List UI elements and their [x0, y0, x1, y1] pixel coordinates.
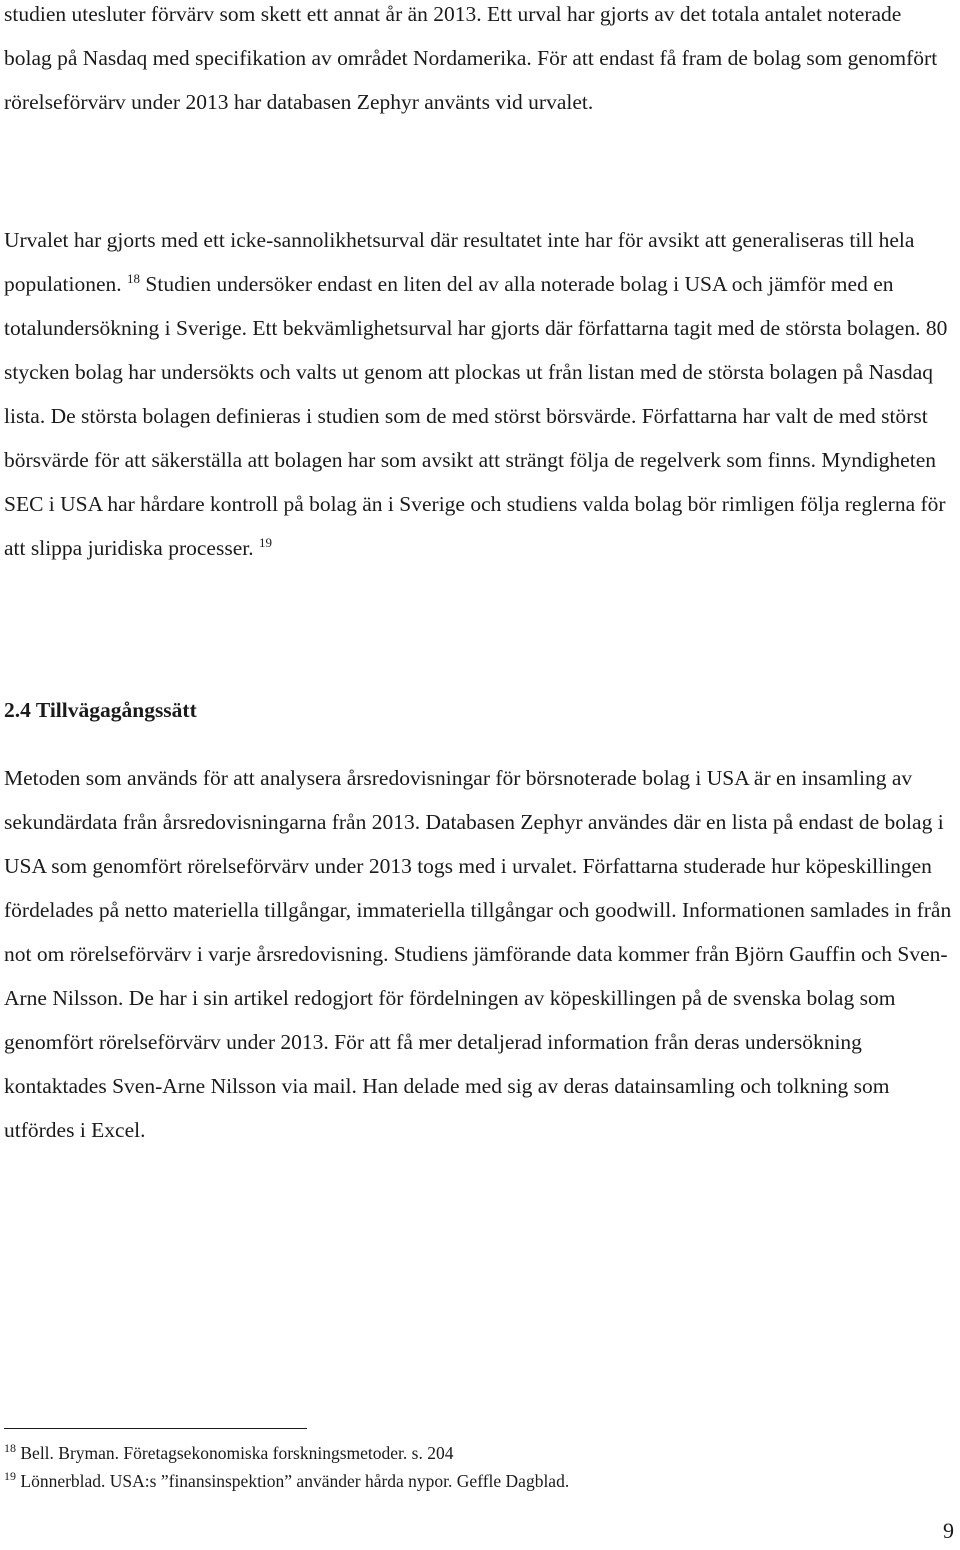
footnote-18	[4, 1442, 944, 1464]
footnote-number: 19	[4, 1469, 16, 1484]
paragraph-text: Metoden som används för att analysera årsredovisningar för börsnoterade bolag i USA är en insamling av sekundärdata från årsredovisningarna från 2013. Databasen Zephyr användes där en lista på endast de bolag i USA som genomfört rörelseförvärv under 2013 togs med i urvalet. Författarna studerade hur köpeskillingen fördelades på netto materiella tillgångar, immateriella tillgångar och goodwill. Informationen samlades in från not om rörelseförvärv i varje årsredovisning. Studiens jämförande data kommer från Björn Gauffin och Sven-Arne Nilsson. De har i sin artikel redogjort för fördelningen av köpeskillingen på de svenska bolag som genomfört rörelseförvärv under 2013. För att få mer detaljerad information från deras undersökning kontaktades Sven-Arne Nilsson via mail. Han delade med sig av deras datainsamling och tolkning som utfördes i Excel.	[4, 766, 952, 1142]
paragraph-text: Studien undersöker endast en liten del av alla noterade bolag i USA och jämför med en totalundersökning i Sverige. Ett bekvämlighetsurval har gjorts där författarna tagit med de största bolagen. 80 stycken bolag har undersökts och valts ut genom att plockas ut från listan med de största bolagen på Nasdaq lista. De största bolagen definieras i studien som de med störst börsvärde. Författarna har valt de med störst börsvärde för att säkerställa att bolagen har som avsikt att strängt följa de regelverk som finns. Myndigheten SEC i USA har hårdare kontroll på bolag än i Sverige och studiens valda bolag bör rimligen följa reglerna för att slippa juridiska processer.	[4, 272, 948, 560]
body-paragraph-1	[4, 0, 952, 124]
paragraph-text: Urvalet har gjorts med ett icke-sannolikhetsurval där resultatet inte har för avsikt att generaliseras till hela populationen.	[4, 228, 915, 296]
footnote-text: Bell. Bryman. Företagsekonomiska forskningsmetoder. s. 204	[16, 1443, 454, 1463]
footnote-divider	[4, 1428, 307, 1429]
footnote-text: Lönnerblad. USA:s ”finansinspektion” använder hårda nypor. Geffle Dagblad.	[16, 1471, 570, 1491]
paragraph-text: studien utesluter förvärv som skett ett annat år än 2013. Ett urval har gjorts av det totala antalet noterade bolag på Nasdaq med specifikation av området Nordamerika. För att endast få fram de bolag som genomfört rörelseförvärv under 2013 har databasen Zephyr använts vid urvalet.	[4, 2, 938, 114]
page-number: 9	[943, 1518, 954, 1543]
footnote-ref-19: 19	[258, 534, 272, 550]
footnote-ref-18: 18	[127, 270, 141, 286]
footnote-number: 18	[4, 1441, 16, 1456]
footnote-19	[4, 1470, 944, 1492]
body-paragraph-2	[4, 218, 952, 570]
section-heading: 2.4 Tillvägagångssätt	[4, 698, 197, 722]
body-paragraph-3	[4, 756, 952, 1152]
